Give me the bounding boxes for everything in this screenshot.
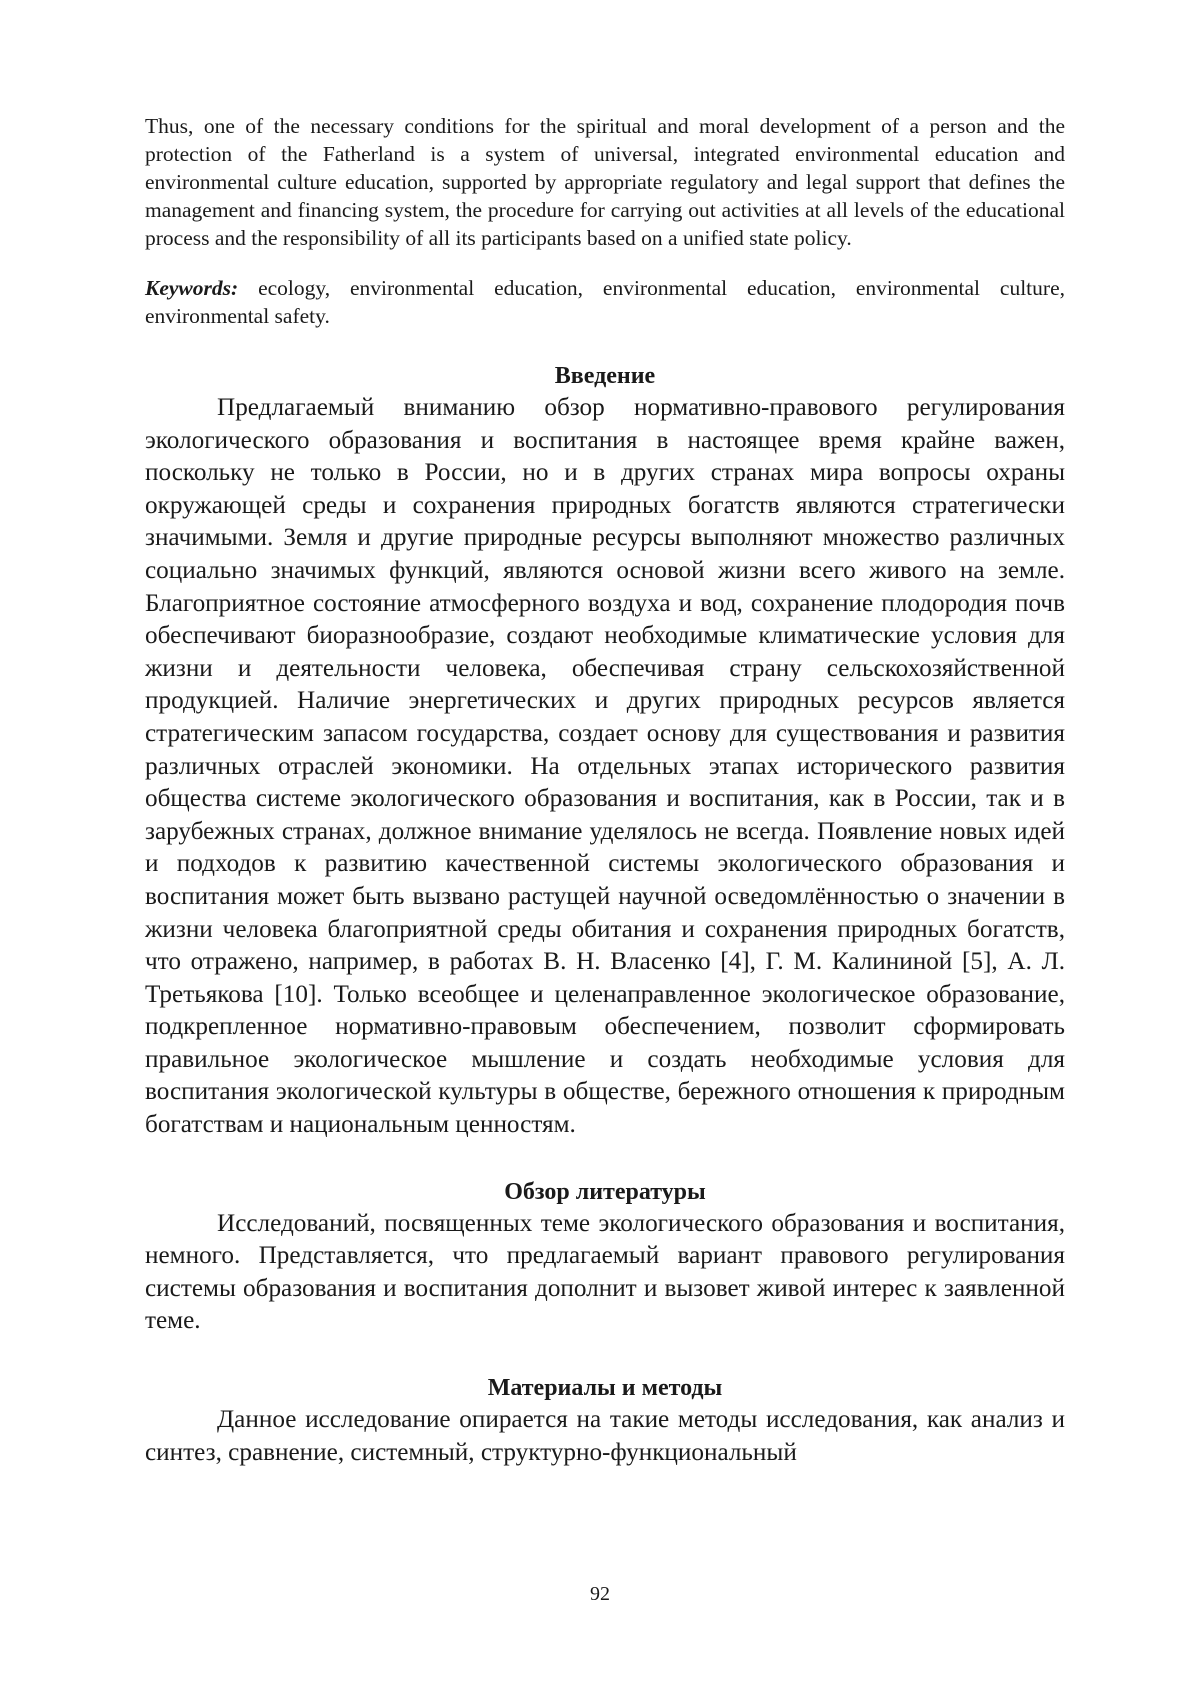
page-content [145,112,1065,1469]
keywords-text: ecology, environmental education, environmental education, environmental culture, environmental safety. [145,276,1065,328]
section-heading-intro: Введение [145,360,1065,392]
abstract-paragraph: Thus, one of the necessary conditions for the spiritual and moral development of a person and the protection of the Fatherland is a system of universal, integrated environmental education and environmental culture education, supported by appropriate regulatory and legal support that defines the management and financing system, the procedure for carrying out activities at all levels of the educational process and the responsibility of all its participants based on a unified state policy. [145,112,1065,252]
keywords-label: Keywords: [145,276,238,300]
page-number: 92 [0,1582,1200,1606]
section-heading-review: Обзор литературы [145,1176,1065,1208]
review-paragraph: Исследований, посвященных теме экологического образования и воспитания, немного. Представляется, что предлагаемый вариант правового регулирования системы образования и воспитания дополнит и вызовет живой интерес к заявленной теме. [145,1208,1065,1338]
intro-paragraph: Предлагаемый вниманию обзор нормативно-правового регулирования экологического образования и воспитания в настоящее время крайне важен, поскольку не только в России, но и в других странах мира вопросы охраны окружающей среды и сохранения природных богатств являются стратегически значимыми. Земля и другие природные ресурсы выполняют множество различных социально значимых функций, являются основой жизни всего живого на земле. Благоприятное состояние атмосферного воздуха и вод, сохранение плодородия почв обеспечивают биоразнообразие, создают необходимые климатические условия для жизни и деятельности человека, обеспечивая страну сельскохозяйственной продукцией. Наличие энергетических и других природных ресурсов является стратегическим запасом государства, создает основу для существования и развития различных отраслей экономики. На отдельных этапах исторического развития общества системе экологического образования и воспитания, как в России, так и в зарубежных странах, должное внимание уделялось не всегда. Появление новых идей и подходов к развитию качественной системы экологического образования и воспитания может быть вызвано растущей научной осведомлённостью о значении в жизни человека благоприятной среды обитания и сохранения природных богатств, что отражено, например, в работах В. Н. Власенко [4], Г. М. Калининой [5], А. Л. Третьякова [10]. Только всеобщее и целенаправленное экологическое образование, подкрепленное нормативно-правовым обеспечением, позволит сформировать правильное экологическое мышление и создать необходимые условия для воспитания экологической культуры в обществе, бережного отношения к природным богатствам и национальным ценностям. [145,392,1065,1142]
methods-paragraph: Данное исследование опирается на такие методы исследования, как анализ и синтез, сравнение, системный, структурно-функциональный [145,1404,1065,1469]
keywords-paragraph [145,274,1065,330]
section-heading-methods: Материалы и методы [145,1372,1065,1404]
